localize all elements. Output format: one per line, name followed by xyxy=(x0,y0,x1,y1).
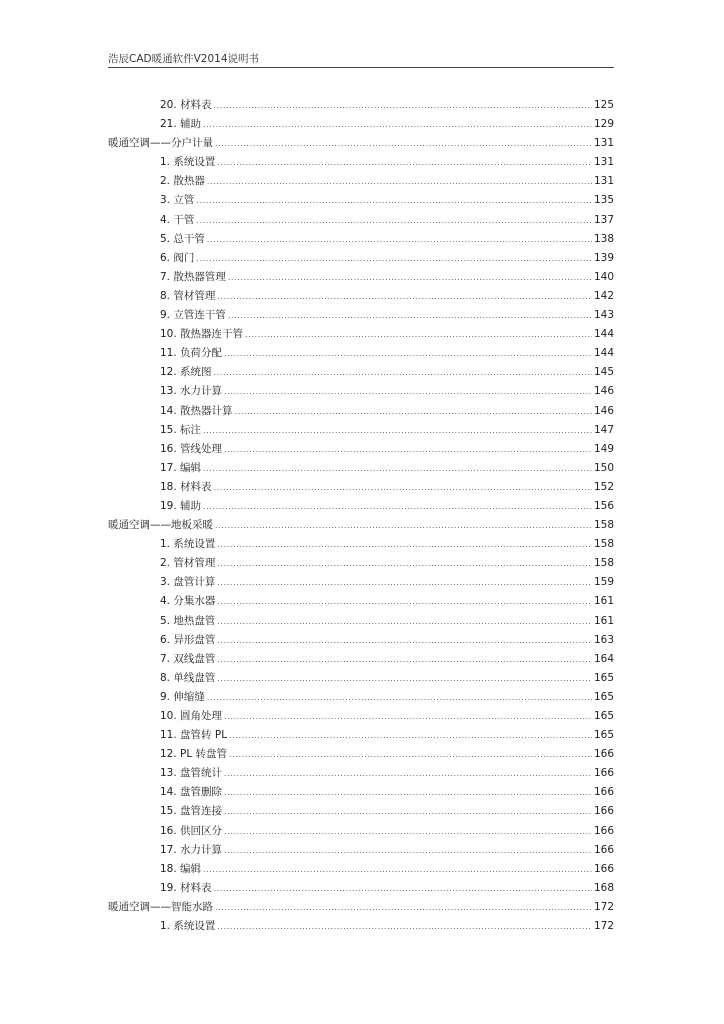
toc-dot-leader xyxy=(224,764,592,783)
toc-dot-leader xyxy=(229,745,592,764)
toc-entry-label: 15. 标注 xyxy=(160,423,202,436)
toc-entry-label: 5. 总干管 xyxy=(160,232,205,245)
toc-page-number: 165 xyxy=(593,729,614,742)
toc-dot-leader xyxy=(215,134,592,153)
toc-entry[interactable] xyxy=(108,268,614,287)
toc-entry[interactable] xyxy=(108,96,614,115)
toc-entry[interactable] xyxy=(108,230,614,249)
toc-entry[interactable] xyxy=(108,631,614,650)
toc-dot-leader xyxy=(203,115,592,134)
toc-dot-leader xyxy=(215,898,592,917)
toc-entry[interactable] xyxy=(108,592,614,611)
toc-page-number: 158 xyxy=(593,538,614,551)
toc-entry-label: 14. 盘管删除 xyxy=(160,786,223,799)
toc-entry-label: 1. 系统设置 xyxy=(160,538,216,551)
toc-page-number: 140 xyxy=(593,270,614,283)
toc-page-number: 150 xyxy=(593,461,614,474)
toc-entry[interactable] xyxy=(108,325,614,344)
toc-entry[interactable] xyxy=(108,344,614,363)
toc-dot-leader xyxy=(217,287,592,306)
toc-entry-label: 8. 单线盘管 xyxy=(160,671,216,684)
toc-entry-label: 4. 分集水器 xyxy=(160,595,216,608)
toc-dot-leader xyxy=(224,382,592,401)
toc-entry[interactable] xyxy=(108,650,614,669)
toc-entry-label: 13. 盘管统计 xyxy=(160,767,223,780)
toc-entry[interactable] xyxy=(108,612,614,631)
toc-entry-label: 3. 立管 xyxy=(160,194,195,207)
toc-entry-label: 21. 辅助 xyxy=(160,118,202,131)
toc-dot-leader xyxy=(207,688,592,707)
toc-dot-leader xyxy=(203,497,592,516)
toc-entry-label: 2. 管材管理 xyxy=(160,557,216,570)
toc-dot-leader xyxy=(217,612,592,631)
toc-entry[interactable] xyxy=(108,841,614,860)
toc-dot-leader xyxy=(203,860,592,879)
toc-entry-label: 17. 水力计算 xyxy=(160,843,223,856)
toc-entry[interactable] xyxy=(108,573,614,592)
toc-entry-label: 19. 辅助 xyxy=(160,499,202,512)
toc-page-number: 166 xyxy=(593,805,614,818)
toc-entry[interactable] xyxy=(108,669,614,688)
toc-entry-label: 暖通空调——分户计量 xyxy=(108,137,213,150)
toc-page-number: 163 xyxy=(593,633,614,646)
toc-page-number: 146 xyxy=(593,385,614,398)
toc-dot-leader xyxy=(203,421,592,440)
header-divider xyxy=(108,67,614,68)
toc-page-number: 147 xyxy=(593,423,614,436)
toc-dot-leader xyxy=(214,96,592,115)
toc-page-number: 166 xyxy=(593,748,614,761)
toc-entry-label: 9. 伸缩缝 xyxy=(160,690,205,703)
toc-dot-leader xyxy=(224,802,592,821)
page-header: 浩辰CAD暖通软件V2014说明书 xyxy=(108,53,260,65)
toc-page-number: 149 xyxy=(593,442,614,455)
toc-dot-leader xyxy=(196,191,592,210)
toc-page-number: 138 xyxy=(593,232,614,245)
toc-page-number: 142 xyxy=(593,289,614,302)
toc-entry-label: 6. 异形盘管 xyxy=(160,633,216,646)
toc-page-number: 172 xyxy=(593,900,614,913)
toc-entry-label: 暖通空调——智能水路 xyxy=(108,900,213,913)
toc-page-number: 137 xyxy=(593,213,614,226)
toc-entry-label: 16. 管线处理 xyxy=(160,442,223,455)
toc-entry-label: 5. 地热盘管 xyxy=(160,614,216,627)
toc-section-entry[interactable] xyxy=(108,898,614,917)
toc-page-number: 139 xyxy=(593,251,614,264)
toc-entry[interactable] xyxy=(108,191,614,210)
toc-entry-label: 16. 供回区分 xyxy=(160,824,223,837)
toc-entry[interactable] xyxy=(108,440,614,459)
toc-dot-leader xyxy=(235,402,592,421)
toc-entry[interactable] xyxy=(108,822,614,841)
toc-entry-label: 14. 散热器计算 xyxy=(160,404,233,417)
toc-dot-leader xyxy=(217,554,592,573)
toc-dot-leader xyxy=(217,592,592,611)
toc-entry[interactable] xyxy=(108,917,614,936)
toc-dot-leader xyxy=(196,249,592,268)
toc-entry-label: 2. 散热器 xyxy=(160,175,205,188)
toc-entry[interactable] xyxy=(108,879,614,898)
toc-entry-label: 1. 系统设置 xyxy=(160,920,216,933)
toc-entry-label: 7. 散热器管理 xyxy=(160,270,226,283)
toc-page-number: 125 xyxy=(593,99,614,111)
toc-dot-leader xyxy=(203,459,592,478)
toc-page-number: 158 xyxy=(593,557,614,570)
toc-dot-leader xyxy=(228,306,592,325)
toc-page-number: 129 xyxy=(593,118,614,131)
toc-entry[interactable] xyxy=(108,306,614,325)
toc-dot-leader xyxy=(207,230,592,249)
toc-dot-leader xyxy=(214,363,592,382)
toc-page-number: 168 xyxy=(593,881,614,894)
toc-dot-leader xyxy=(215,516,592,535)
toc-entry[interactable] xyxy=(108,363,614,382)
toc-entry[interactable] xyxy=(108,153,614,172)
toc-entry-label: 6. 阀门 xyxy=(160,251,195,264)
toc-page-number: 166 xyxy=(593,786,614,799)
toc-entry-label: 8. 管材管理 xyxy=(160,289,216,302)
toc-entry[interactable] xyxy=(108,115,614,134)
toc-page-number: 166 xyxy=(593,767,614,780)
toc-section-entry[interactable] xyxy=(108,134,614,153)
toc-page-number: 144 xyxy=(593,328,614,341)
toc-page-number: 145 xyxy=(593,366,614,379)
toc-page-number: 131 xyxy=(593,156,614,169)
toc-entry[interactable] xyxy=(108,459,614,478)
toc-dot-leader xyxy=(224,440,592,459)
toc-entry-label: 17. 编辑 xyxy=(160,461,202,474)
toc-entry-label: 11. 盘管转 PL xyxy=(160,729,228,742)
toc-entry[interactable] xyxy=(108,783,614,802)
toc-dot-leader xyxy=(214,478,592,497)
toc-dot-leader xyxy=(224,841,592,860)
toc-section-entry[interactable] xyxy=(108,516,614,535)
toc-page-number: 172 xyxy=(593,920,614,933)
toc-dot-leader xyxy=(196,211,592,230)
toc-dot-leader xyxy=(224,344,592,363)
toc-entry[interactable] xyxy=(108,421,614,440)
toc-entry[interactable] xyxy=(108,802,614,821)
toc-page-number: 144 xyxy=(593,347,614,360)
toc-page-number: 158 xyxy=(593,519,614,532)
toc-page-number: 165 xyxy=(593,671,614,684)
toc-dot-leader xyxy=(245,325,592,344)
toc-page-number: 135 xyxy=(593,194,614,207)
toc-entry-label: 18. 编辑 xyxy=(160,862,202,875)
toc-entry-label: 19. 材料表 xyxy=(160,881,212,894)
toc-dot-leader xyxy=(229,726,592,745)
toc-entry-label: 3. 盘管计算 xyxy=(160,576,216,589)
toc-entry[interactable] xyxy=(108,211,614,230)
toc-page-number: 165 xyxy=(593,710,614,722)
toc-dot-leader xyxy=(217,669,592,688)
toc-dot-leader xyxy=(217,650,592,669)
toc-entry[interactable] xyxy=(108,172,614,191)
toc-page-number: 164 xyxy=(593,652,614,665)
toc-dot-leader xyxy=(217,631,592,650)
toc-entry[interactable] xyxy=(108,497,614,516)
toc-dot-leader xyxy=(217,535,592,554)
toc-entry[interactable] xyxy=(108,382,614,401)
toc-entry[interactable] xyxy=(108,764,614,783)
toc-entry[interactable] xyxy=(108,688,614,707)
toc-entry[interactable] xyxy=(108,726,614,745)
toc-page-number: 156 xyxy=(593,499,614,512)
toc-page-number: 165 xyxy=(593,690,614,703)
toc-entry[interactable] xyxy=(108,478,614,497)
toc-entry-label: 1. 系统设置 xyxy=(160,156,216,169)
toc-entry-label: 10. 圆角处理 xyxy=(160,710,223,722)
toc-entry-label: 9. 立管连干管 xyxy=(160,309,226,322)
toc-dot-leader xyxy=(207,172,592,191)
toc-page-number: 131 xyxy=(593,175,614,188)
toc-entry-label: 10. 散热器连干管 xyxy=(160,328,244,341)
toc-dot-leader xyxy=(214,879,592,898)
toc-entry-label: 20. 材料表 xyxy=(160,99,212,111)
toc-dot-leader xyxy=(224,783,592,802)
toc-page-number: 152 xyxy=(593,480,614,493)
toc-page-number: 166 xyxy=(593,862,614,875)
toc-page-number: 166 xyxy=(593,843,614,856)
toc-entry-label: 12. PL 转盘管 xyxy=(160,748,228,761)
toc-entry[interactable] xyxy=(108,554,614,573)
toc-entry-label: 4. 干管 xyxy=(160,213,195,226)
toc-page-number: 161 xyxy=(593,614,614,627)
toc-entry[interactable] xyxy=(108,402,614,421)
toc-dot-leader xyxy=(217,573,592,592)
toc-page-number: 161 xyxy=(593,595,614,608)
toc-entry-label: 15. 盘管连接 xyxy=(160,805,223,818)
toc-page-number: 143 xyxy=(593,309,614,322)
toc-entry[interactable] xyxy=(108,287,614,306)
toc-dot-leader xyxy=(224,707,592,726)
toc-dot-leader xyxy=(224,822,592,841)
toc-entry-label: 18. 材料表 xyxy=(160,480,212,493)
toc-entry-label: 暖通空调——地板采暖 xyxy=(108,519,213,532)
toc-entry[interactable] xyxy=(108,707,614,726)
toc-dot-leader xyxy=(217,917,592,936)
toc-entry-label: 11. 负荷分配 xyxy=(160,347,223,360)
toc-entry-label: 7. 双线盘管 xyxy=(160,652,216,665)
toc-dot-leader xyxy=(217,153,592,172)
toc-entry[interactable] xyxy=(108,249,614,268)
toc-entry[interactable] xyxy=(108,745,614,764)
toc-page-number: 146 xyxy=(593,404,614,417)
table-of-contents xyxy=(108,96,614,936)
toc-entry[interactable] xyxy=(108,860,614,879)
toc-dot-leader xyxy=(228,268,592,287)
toc-entry-label: 13. 水力计算 xyxy=(160,385,223,398)
toc-page-number: 159 xyxy=(593,576,614,589)
toc-entry[interactable] xyxy=(108,535,614,554)
toc-page-number: 166 xyxy=(593,824,614,837)
toc-entry-label: 12. 系统图 xyxy=(160,366,212,379)
toc-page-number: 131 xyxy=(593,137,614,150)
